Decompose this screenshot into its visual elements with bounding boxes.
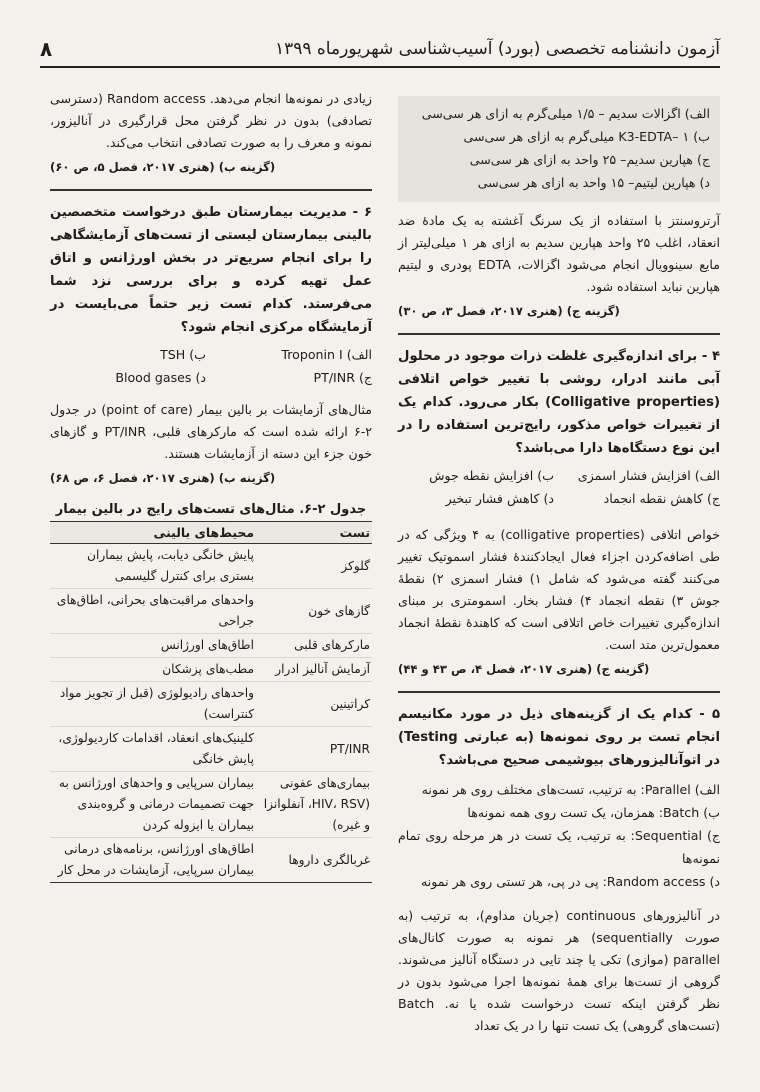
q5-option-b: ب) Batch: همزمان، یک تست روی همه نمونه‌ها xyxy=(467,805,720,820)
header-title: آزمون دانشنامه تخصصی (بورد) آسیب‌شناسی شهریورماه ۱۳۹۹ xyxy=(274,39,720,59)
cell-test: بیماری‌های عفونی (HIV، RSV، آنفلوانزا و غیره) xyxy=(256,772,372,838)
divider xyxy=(398,333,720,335)
q6-option-c: ج) PT/INR xyxy=(313,370,372,385)
option-a: الف) اگزالات سدیم – ۱/۵ میلی‌گرم به ازای هر سی‌سی xyxy=(421,106,710,121)
cell-environment: کلینیک‌های انعقاد، اقدامات کاردیولوژی، پایش خانگی xyxy=(50,727,256,772)
column-header-environment: محیط‌های بالینی xyxy=(50,522,256,544)
table-row xyxy=(50,634,372,658)
question-5-explanation: در آنالیزورهای continuous (جریان مداوم)، به ترتیب (به صورت sequentially) هر نمونه به صورت کانال‌های parallel (موازی) تکی یا چند تایی در دستگاه آنالیز می‌شوند. گروهی از تست‌ها برای همهٔ نمونه‌ها اجرا می‌شود بدون در نظر گرفتن اینکه تست درخواست شده یا نه. Batch (تست‌های گروهی) یک تست تنها را در یک تعداد xyxy=(398,908,721,1033)
poc-tests-table xyxy=(50,521,372,883)
divider xyxy=(50,189,372,191)
table-row xyxy=(50,838,372,883)
q5-option-a: الف) Parallel: به ترتیب، تست‌های مختلف روی هر نمونه xyxy=(421,782,720,797)
q5-option-c: ج) Sequential: به ترتیب، یک تست در هر مرحله روی تمام نمونه‌ها xyxy=(398,828,720,866)
q6-option-d: د) Blood gases xyxy=(115,370,206,385)
cell-environment: پایش خانگی دیابت، پایش بیماران بستری برای کنترل گلیسمی xyxy=(50,544,256,589)
option-c: ج) هپارین سدیم– ۲۵ واحد به ازای هر سی‌سی xyxy=(469,152,710,167)
column-header-test: تست xyxy=(256,522,372,544)
table-title: جدول ۲-۶. مثال‌های تست‌های رایج در بالین بیمار xyxy=(55,502,367,517)
q6-option-a: الف) Troponin I xyxy=(281,347,372,362)
table-row xyxy=(50,589,372,634)
q4-option-d: د) کاهش فشار تبخیر xyxy=(445,491,554,506)
question-5-options xyxy=(398,778,720,893)
question-5-answer: (گزینه ب) (هنری ۲۰۱۷، فصل ۵، ص ۶۰) xyxy=(50,160,276,174)
q4-option-b: ب) افزایش نقطه جوش xyxy=(429,468,554,483)
question-6-options xyxy=(50,343,372,389)
q4-option-c: ج) کاهش نقطه انجماد xyxy=(603,491,720,506)
left-column xyxy=(50,88,372,883)
table-row xyxy=(50,544,372,589)
cell-environment: مطب‌های پزشکان xyxy=(50,658,256,682)
question-6-answer: (گزینه ب) (هنری ۲۰۱۷، فصل ۶، ص ۶۸) xyxy=(50,471,276,485)
divider xyxy=(398,691,720,693)
q6-option-b: ب) TSH xyxy=(160,347,206,362)
previous-explanation: آرتروسنتز با استفاده از یک سرنگ آغشته به یک مادهٔ ضد انعقاد، اغلب ۲۵ واحد هپارین سدیم به ازای هر ۱ میلی‌لیتر از مایع سینوویال انجام می‌شود اگزالات، EDTA پودری و لیتیم هپارین نباید استفاده شود. xyxy=(398,213,720,294)
cell-test: آزمایش آنالیز ادرار xyxy=(256,658,372,682)
cell-test: PT/INR xyxy=(256,727,372,772)
question-4-answer: (گزینه ج) (هنری ۲۰۱۷، فصل ۴، ص ۴۳ و ۴۴) xyxy=(398,662,650,676)
table-row xyxy=(50,658,372,682)
previous-question-options xyxy=(398,96,720,202)
question-6: ۶ - مدیریت بیمارستان طبق درخواست متخصصین بالینی بیمارستان لیستی از تست‌های آزمایشگاهی را برای انجام سریع‌تر در بخش اورژانس و اتاق عمل تهیه کرده و برای بررسی نزد شما می‌فرستد. کدام تست زیر حتماً می‌بایست در آزمایشگاه مرکزی انجام شود؟ xyxy=(50,205,372,335)
page-number: ۸ xyxy=(40,37,53,61)
q5-option-d: د) Random access: پی در پی، هر تستی روی هر نمونه xyxy=(421,874,720,889)
cell-test: غربالگری داروها xyxy=(256,838,372,883)
option-d: د) هپارین لیتیم– ۱۵ واحد به ازای هر سی‌سی xyxy=(477,175,710,190)
cell-test: مارکرهای قلبی xyxy=(256,634,372,658)
q4-option-a: الف) افزایش فشار اسمزی xyxy=(577,468,720,483)
cell-environment: واحدهای رادیولوژی (قبل از تجویز مواد کنتراست) xyxy=(50,682,256,727)
previous-answer: (گزینه ج) (هنری ۲۰۱۷، فصل ۳، ص ۳۰) xyxy=(398,304,620,318)
page-header xyxy=(40,32,720,68)
right-column xyxy=(398,88,720,1037)
question-4-explanation: خواص اتلافی (colligative properties) به ۴ ویژگی که در طی اضافه‌کردن اجزاء فعال ایجادکنندهٔ فشار اسموتیک تغییر می‌کنند گفته می‌شود که شامل ۱) فشار اسمزی ۲) نقطهٔ جوش ۳) نقطه انجماد ۴) فشار بخار. اسمومتری بر مبنای اندازه‌گیری تغییرات خاص اتلافی است که کاهندهٔ نقطهٔ انجماد معمول‌ترین متد است. xyxy=(398,527,721,652)
question-5: ۵ - کدام یک از گزینه‌های ذیل در مورد مکانیسم انجام تست بر روی نمونه‌ها (به عبارتی Testing) در اتوآنالیزورهای بیوشیمی صحیح می‌باشد؟ xyxy=(398,707,720,768)
cell-environment: اطاق‌های اورژانس، برنامه‌های درمانی بیماران سرپایی، آزمایشات در محل کار xyxy=(50,838,256,883)
option-b: ب) K3-EDTA– ۱ میلی‌گرم به ازای هر سی‌سی xyxy=(463,129,710,144)
cell-test: گازهای خون xyxy=(256,589,372,634)
table-row xyxy=(50,727,372,772)
cell-environment: اطاق‌های اورژانس xyxy=(50,634,256,658)
cell-environment: بیماران سرپایی و واحدهای اورژانس به جهت تصمیمات درمانی و گروه‌بندی بیماران یا ایزوله کردن xyxy=(50,772,256,838)
question-4-options xyxy=(398,464,720,510)
cell-test: کراتینین xyxy=(256,682,372,727)
table-row xyxy=(50,682,372,727)
cell-test: گلوکز xyxy=(256,544,372,589)
continued-explanation: زیادی در نمونه‌ها انجام می‌دهد. Random access (دسترسی تصادفی) بدون در نظر گرفتن محل قرارگیری در آنالیزور، نمونه و معرف را به صورت تصادفی انتخاب می‌کند. xyxy=(50,91,372,150)
question-4: ۴ - برای اندازه‌گیری غلظت ذرات موجود در محلول آبی مانند ادرار، روشی با تغییر خواص اتلافی (Colligative properties) بکار می‌رود. کدام یک از تغییرات خواص مذکور، رایج‌ترین استفاده را در این نوع دستگاه‌ها دارا می‌باشد؟ xyxy=(398,349,720,456)
table-row xyxy=(50,772,372,838)
cell-environment: واحدهای مراقبت‌های بحرانی، اطاق‌های جراحی xyxy=(50,589,256,634)
question-6-explanation: مثال‌های آزمایشات بر بالین بیمار (point of care) در جدول ۲-۶ ارائه شده است که مارکرهای قلبی، PT/INR و گازهای خون جزء این دسته از آزمایشات هستند. xyxy=(50,402,373,461)
